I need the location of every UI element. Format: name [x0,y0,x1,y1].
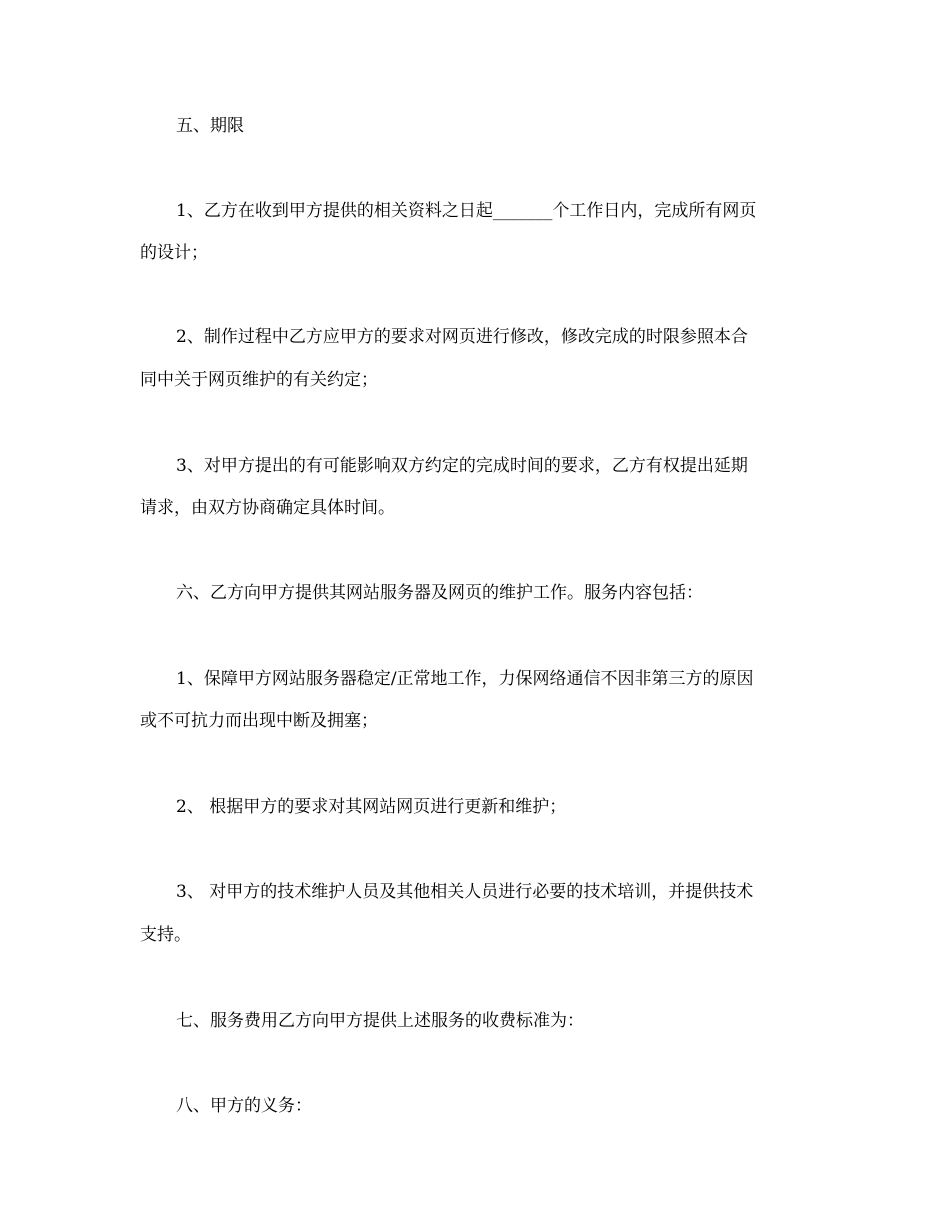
paragraph-line: 同中关于网页维护的有关约定； [140,370,378,390]
paragraph-line: 1、保障甲方网站服务器稳定/正常地工作，力保网络通信不因非第三方的原因 [176,669,754,689]
paragraph-line: 支持。 [140,925,191,945]
paragraph-line: 2、 根据甲方的要求对其网站网页进行更新和维护； [176,797,567,817]
section-heading-maintenance: 六、乙方向甲方提供其网站服务器及网页的维护工作。服务内容包括： [176,583,703,603]
paragraph-line: 3、 对甲方的技术维护人员及其他相关人员进行必要的技术培训，并提供技术 [176,882,754,902]
paragraph-line: 请求，由双方协商确定具体时间。 [140,498,395,518]
section-heading-term: 五、期限 [176,116,244,136]
paragraph-line: 或不可抗力而出现中断及拥塞； [140,711,378,731]
section-heading-obligations: 八、甲方的义务： [176,1096,312,1116]
paragraph-line: 1、乙方在收到甲方提供的相关资料之日起_______个工作日内，完成所有网页 [176,201,757,221]
paragraph-line: 的设计； [140,243,208,263]
section-heading-fees: 七、服务费用乙方向甲方提供上述服务的收费标准为： [176,1011,584,1031]
paragraph-line: 3、对甲方提出的有可能影响双方约定的完成时间的要求，乙方有权提出延期 [176,456,748,476]
paragraph-line: 2、制作过程中乙方应甲方的要求对网页进行修改，修改完成的时限参照本合 [176,327,748,347]
